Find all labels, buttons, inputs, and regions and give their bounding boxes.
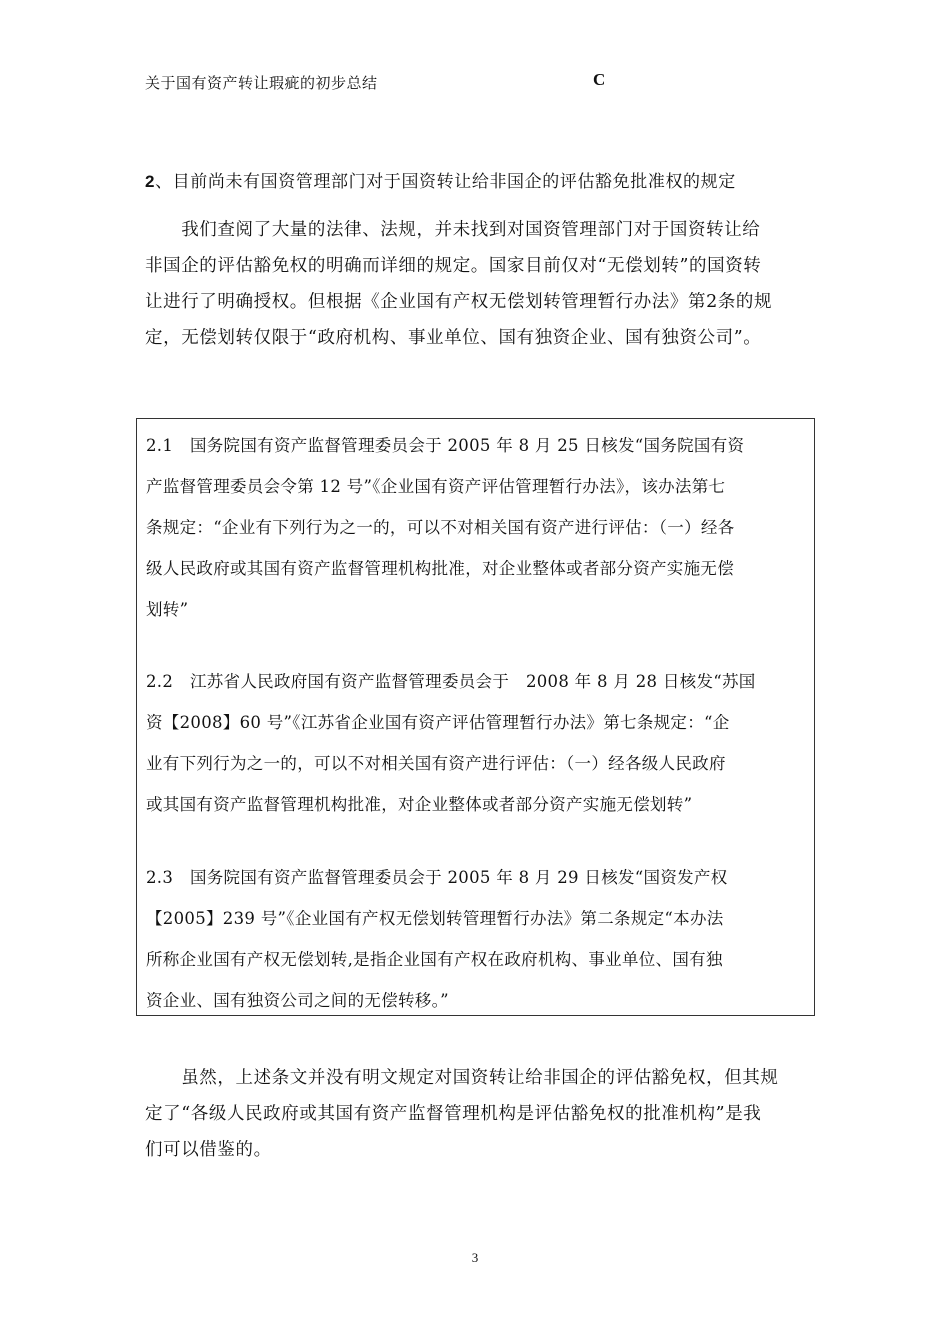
citation-line: 所称企业国有产权无偿划转,是指企业国有产权在政府机构、事业单位、国有独: [146, 950, 723, 969]
section-number: 2: [145, 172, 156, 191]
citation-line: 级人民政府或其国有资产监督管理机构批准，对企业整体或者部分资产实施无偿: [146, 559, 734, 578]
paragraph-line: 们可以借鉴的。: [145, 1140, 272, 1160]
paragraph-line: 虽然，上述条文并没有明文规定对国资转让给非国企的评估豁免权，但其规: [145, 1068, 779, 1088]
document-header-title: 关于国有资产转让瑕疵的初步总结: [145, 74, 378, 92]
paragraph-line: 定了“各级人民政府或其国有资产监督管理机构是评估豁免权的批准机构”是我: [145, 1104, 762, 1124]
body-paragraph-2: [145, 1060, 815, 1168]
section-heading: [145, 167, 736, 192]
citation-line: 产监督管理委员会令第 12 号”《企业国有资产评估管理暂行办法》，该办法第七: [146, 477, 726, 496]
legal-citation-box: [136, 418, 815, 1016]
citation-line: 或其国有资产监督管理机构批准，对企业整体或者部分资产实施无偿划转”: [146, 795, 693, 814]
paragraph-line: 让进行了明确授权。但根据《企业国有产权无偿划转管理暂行办法》第2条的规: [145, 292, 773, 312]
body-paragraph-1: [145, 212, 815, 356]
citation-2-1: [146, 425, 810, 630]
paragraph-line: 非国企的评估豁免权的明确而详细的规定。国家目前仅对“无偿划转”的国资转: [145, 256, 762, 276]
citation-line: 业有下列行为之一的，可以不对相关国有资产进行评估：（一）经各级人民政府: [146, 754, 726, 773]
citation-line: 2.2 江苏省人民政府国有资产监督管理委员会于 2008 年 8 月 28 日核发“苏国: [146, 672, 756, 691]
citation-line: 资企业、国有独资公司之间的无偿转移。”: [146, 991, 449, 1010]
document-header-mark: C: [593, 70, 606, 89]
page-number: 3: [471, 1250, 479, 1265]
paragraph-line: 我们查阅了大量的法律、法规，并未找到对国资管理部门对于国资转让给: [145, 220, 761, 240]
citation-line: 划转”: [146, 600, 189, 619]
citation-line: 2.3 国务院国有资产监督管理委员会于 2005 年 8 月 29 日核发“国资发产权: [146, 868, 728, 887]
citation-line: 2.1 国务院国有资产监督管理委员会于 2005 年 8 月 25 日核发“国务院国有资: [146, 436, 745, 455]
citation-line: 【2005】239 号”《企业国有产权无偿划转管理暂行办法》第二条规定“本办法: [146, 909, 724, 928]
citation-2-2: [146, 661, 810, 825]
citation-line: 资【2008】60 号”《江苏省企业国有资产评估管理暂行办法》第七条规定：“企: [146, 713, 730, 732]
section-heading-text: 、目前尚未有国资管理部门对于国资转让给非国企的评估豁免批准权的规定: [155, 172, 736, 192]
citation-line: 条规定：“企业有下列行为之一的，可以不对相关国有资产进行评估：（一）经各: [146, 518, 735, 537]
paragraph-line: 定，无偿划转仅限于“政府机构、事业单位、国有独资企业、国有独资公司”。: [145, 328, 762, 348]
citation-2-3: [146, 857, 810, 1021]
